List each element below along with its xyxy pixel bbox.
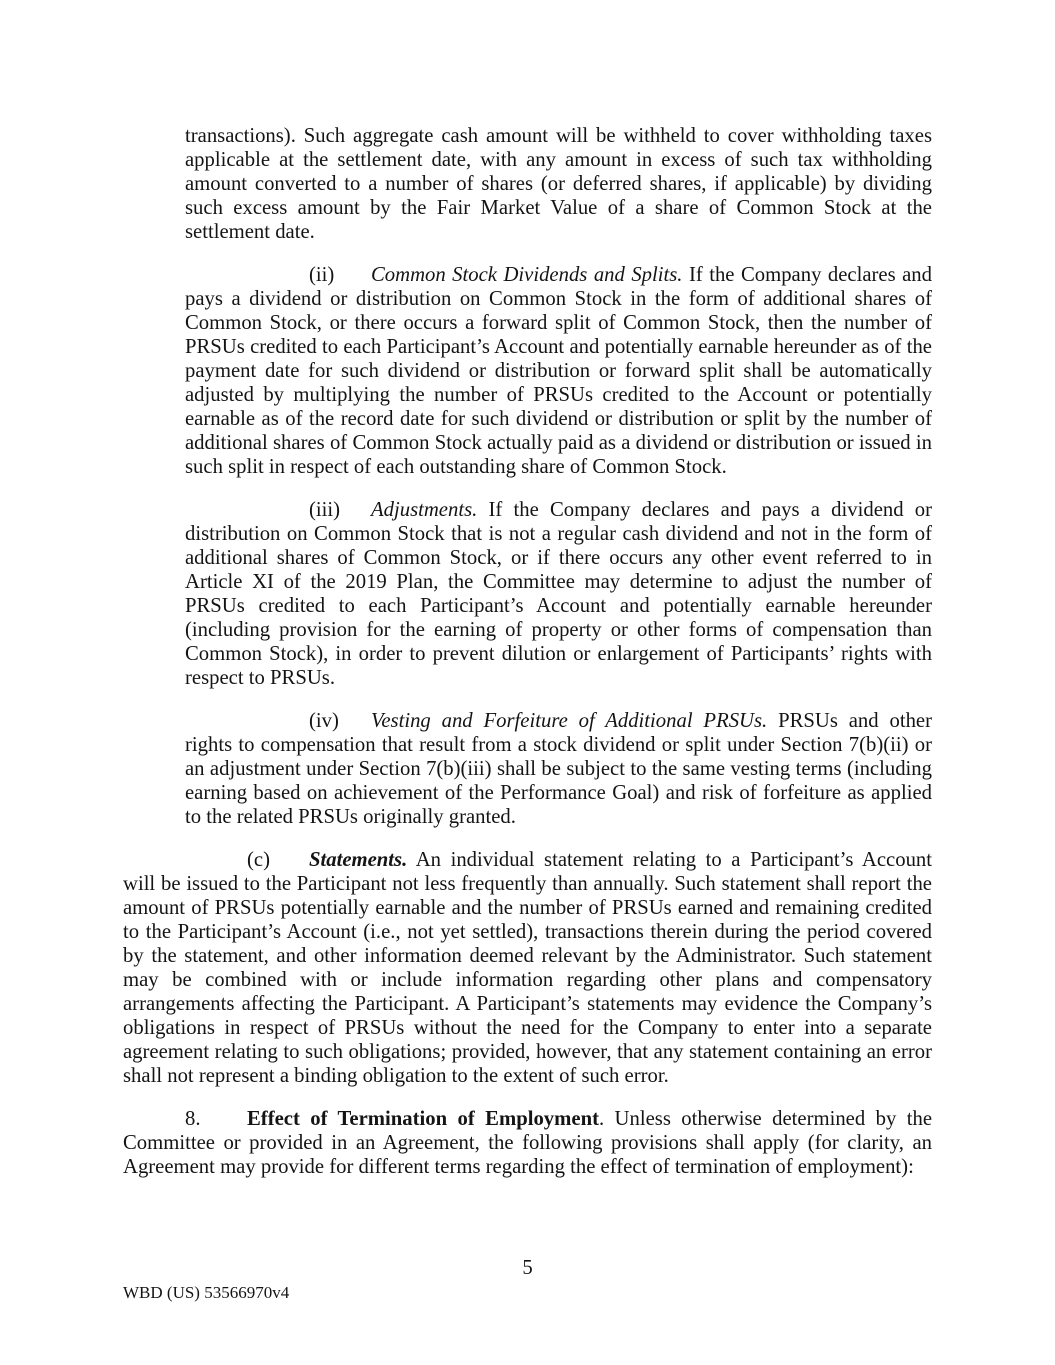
paragraph-iv-text: PRSUs and other rights to compensation that result from a stock dividend or split under Section 7(b)(ii) or an adjustment under Section 7(b)(iii) shall be subject to the same vesting terms (including earning based on achievement of the Performance Goal) and risk of forfeiture as applied to the related PRSUs originally granted.: [185, 710, 932, 828]
paragraph-c-number: (c): [247, 849, 270, 871]
paragraph-iv: [185, 709, 932, 829]
document-body: [123, 124, 932, 1198]
paragraph-iv-number: (iv): [309, 710, 339, 732]
paragraph-iii-text: If the Company declares and pays a dividend or distribution on Common Stock that is not a regular cash dividend and not in the form of additional shares of Common Stock, or if there occurs any other event referred to in Article XI of the 2019 Plan, the Committee may determine to adjust the number of PRSUs credited to each Participant’s Account and potentially earnable hereunder (including provision for the earning of property or other forms of compensation than Common Stock), in order to prevent dilution or enlargement of Participants’ rights with respect to PRSUs.: [185, 499, 932, 689]
paragraph-iii-number: (iii): [309, 499, 341, 521]
paragraph-iv-heading: Vesting and Forfeiture of Additional PRSUs.: [371, 710, 768, 732]
paragraph-continuation: [185, 124, 932, 244]
footer-document-id: WBD (US) 53566970v4: [123, 1283, 290, 1302]
section-8-paragraph: [123, 1107, 932, 1179]
paragraph-ii-text: If the Company declares and pays a dividend or distribution on Common Stock in the form of additional shares of Common Stock, or there occurs a forward split of Common Stock, then the number of PRSUs credited to each Participant’s Account and potentially earnable hereunder as of the payment date for such dividend or distribution or forward split shall be automatically adjusted by multiplying the number of PRSUs credited to the Account or potentially earnable as of the record date for such dividend or distribution or split by the number of additional shares of Common Stock actually paid as a dividend or distribution or issued in such split in respect of each outstanding share of Common Stock.: [185, 264, 932, 478]
paragraph-ii-number: (ii): [309, 264, 335, 286]
paragraph-continuation-text: transactions). Such aggregate cash amount will be withheld to cover withholding taxes applicable at the settlement date, with any amount in excess of such tax withholding amount converted to a number of shares (or deferred shares, if applicable) by dividing such excess amount by the Fair Market Value of a share of Common Stock at the settlement date.: [185, 125, 932, 243]
paragraph-iii: [185, 498, 932, 690]
section-8-text: . Unless otherwise determined by the Committee or provided in an Agreement, the following provisions shall apply (for clarity, an Agreement may provide for different terms regarding the effect of termination of employment):: [123, 1108, 932, 1178]
page-number: 5: [522, 1257, 533, 1279]
paragraph-ii: [185, 263, 932, 479]
section-8-number: 8.: [185, 1108, 201, 1130]
paragraph-c-text: An individual statement relating to a Participant’s Account will be issued to the Participant not less frequently than annually. Such statement shall report the amount of PRSUs potentially earnable and the number of PRSUs earned and remaining credited to the Participant’s Account (i.e., not yet settled), transactions therein during the period covered by the statement, and other information deemed relevant by the Administrator. Such statement may be combined with or include information regarding other plans and compensatory arrangements affecting the Participant. A Participant’s statements may evidence the Company’s obligations in respect of PRSUs without the need for the Company to enter into a separate agreement relating to such obligations; provided, however, that any statement containing an error shall not represent a binding obligation to the extent of such error.: [123, 849, 932, 1087]
paragraph-ii-heading: Common Stock Dividends and Splits.: [371, 264, 683, 286]
paragraph-c: [123, 848, 932, 1088]
paragraph-c-heading: Statements.: [309, 849, 408, 871]
section-8-heading: Effect of Termination of Employment: [247, 1108, 599, 1130]
paragraph-iii-heading: Adjustments.: [371, 499, 478, 521]
